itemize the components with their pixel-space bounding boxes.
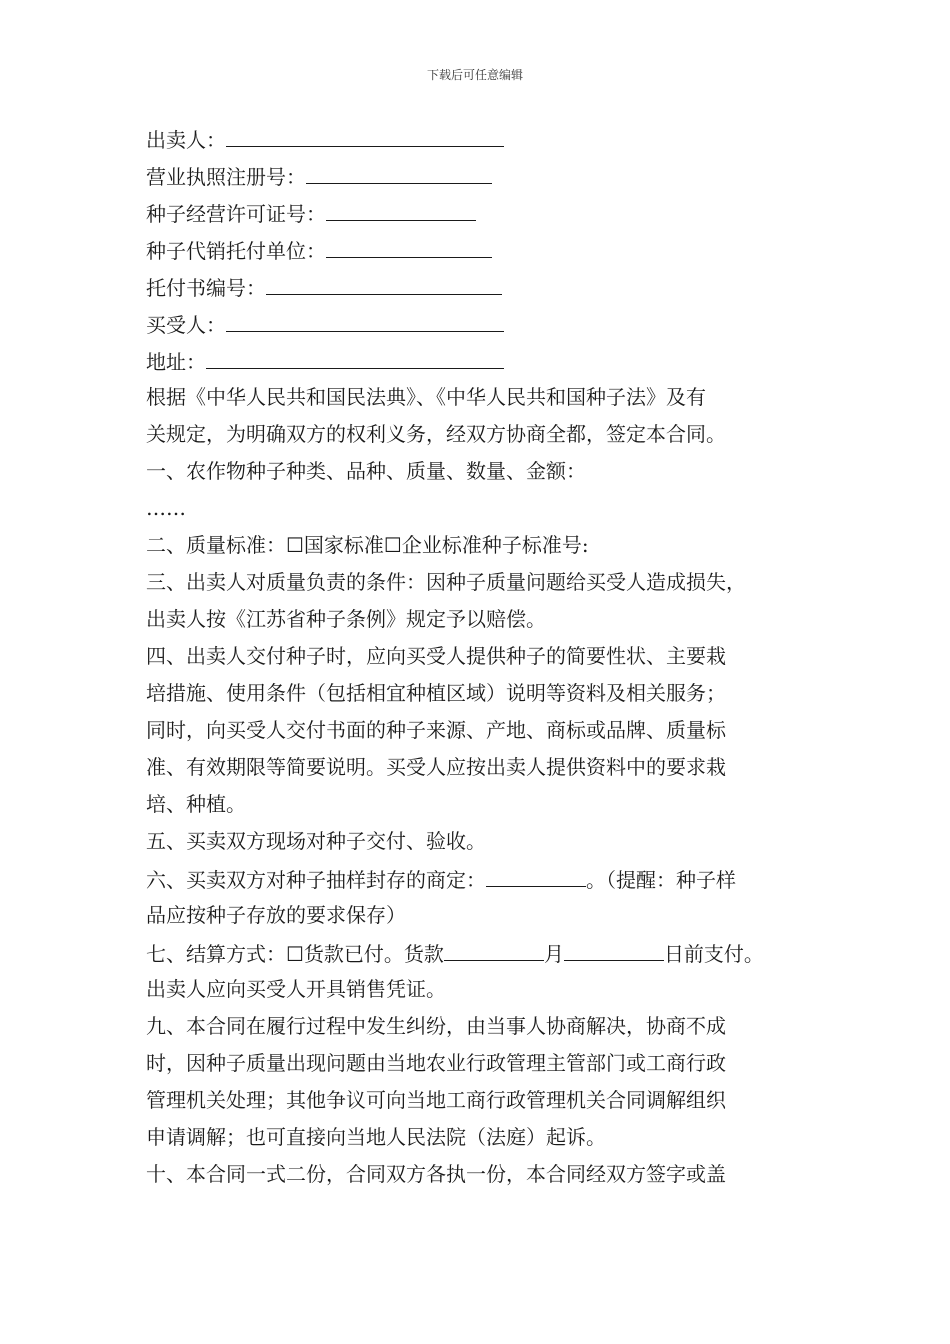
intro-line: 关规定，为明确双方的权利义务，经双方协商全都，签定本合同。 <box>146 422 726 446</box>
section-4-line: 四、出卖人交付种子时，应向买受人提供种子的简要性状、主要栽 <box>146 644 726 668</box>
field-consignment-unit <box>146 231 836 268</box>
field-seed-permit <box>146 194 836 231</box>
section-4-line: 同时，向买受人交付书面的种子来源、产地、商标或品牌、质量标 <box>146 718 726 742</box>
field-consignment-number <box>146 268 836 305</box>
intro-line: 根据《中华人民共和国民法典》、《中华人民共和国种子法》及有 <box>146 385 706 409</box>
section-4-line: 准、有效期限等简要说明。买受人应按出卖人提供资料中的要求栽 <box>146 755 726 779</box>
fill-in-blank[interactable] <box>486 860 586 887</box>
field-label: 出卖人： <box>146 128 226 152</box>
section-7-day: 日前支付。 <box>663 942 764 966</box>
section-9-line: 申请调解；也可直接向当地人民法院（法庭）起诉。 <box>146 1125 606 1149</box>
section-6-text: 六、买卖双方对种子抽样封存的商定： <box>146 868 486 892</box>
section-7-line: 出卖人应向买受人开具销售凭证。 <box>146 977 446 1001</box>
section-9-line: 九、本合同在履行过程中发生纠纷，由当事人协商解决，协商不成 <box>146 1014 726 1038</box>
field-label: 托付书编号： <box>146 276 266 300</box>
section-7-month: 月 <box>543 942 564 966</box>
section-5: 五、买卖双方现场对种子交付、验收。 <box>146 829 486 853</box>
field-seller <box>146 120 836 157</box>
fill-in-blank[interactable] <box>326 194 476 221</box>
section-10-line: 十、本合同一式二份，合同双方各执一份，本合同经双方签字或盖 <box>146 1162 726 1186</box>
field-buyer <box>146 305 836 342</box>
section-7-line <box>146 934 836 971</box>
field-label: 营业执照注册号： <box>146 165 306 189</box>
fill-in-blank[interactable] <box>326 231 492 258</box>
fill-in-blank[interactable] <box>266 268 502 295</box>
section-3-line: 出卖人按《江苏省种子条例》规定予以赔偿。 <box>146 607 546 631</box>
fill-in-blank[interactable] <box>226 305 504 332</box>
field-business-license <box>146 157 836 194</box>
fill-in-blank[interactable] <box>226 120 504 147</box>
section-9-line: 时，因种子质量出现问题由当地农业行政管理主管部门或工商行政 <box>146 1051 726 1075</box>
field-label: 地址： <box>146 350 206 374</box>
ellipsis: …… <box>146 496 186 520</box>
fill-in-blank[interactable] <box>306 157 492 184</box>
page-header: 下载后可任意编辑 <box>426 68 523 82</box>
fill-in-blank[interactable] <box>564 934 664 961</box>
section-7-text: 七、结算方式：☐货款已付。货款 <box>146 942 444 966</box>
section-9-line: 管理机关处理；其他争议可向当地工商行政管理机关合同调解组织 <box>146 1088 726 1112</box>
fill-in-blank[interactable] <box>206 342 504 369</box>
section-6-line <box>146 860 836 897</box>
section-6-line: 品应按种子存放的要求保存） <box>146 903 406 927</box>
field-label: 买受人： <box>146 313 226 337</box>
section-6-note: 。（提醒：种子样 <box>586 868 736 892</box>
contract-body <box>146 120 836 1193</box>
field-address <box>146 342 836 379</box>
section-2: 二、质量标准：☐国家标准☐企业标准种子标准号: <box>146 533 589 557</box>
section-4-line: 培措施、使用条件（包括相宜种植区域）说明等资料及相关服务； <box>146 681 726 705</box>
fill-in-blank[interactable] <box>444 934 544 961</box>
section-3-line: 三、出卖人对质量负责的条件：因种子质量问题给买受人造成损失， <box>146 570 746 594</box>
field-label: 种子代销托付单位： <box>146 239 326 263</box>
section-1-heading: 一、农作物种子种类、品种、质量、数量、金额： <box>146 459 586 483</box>
field-label: 种子经营许可证号： <box>146 202 326 226</box>
section-4-line: 培、种植。 <box>146 792 246 816</box>
